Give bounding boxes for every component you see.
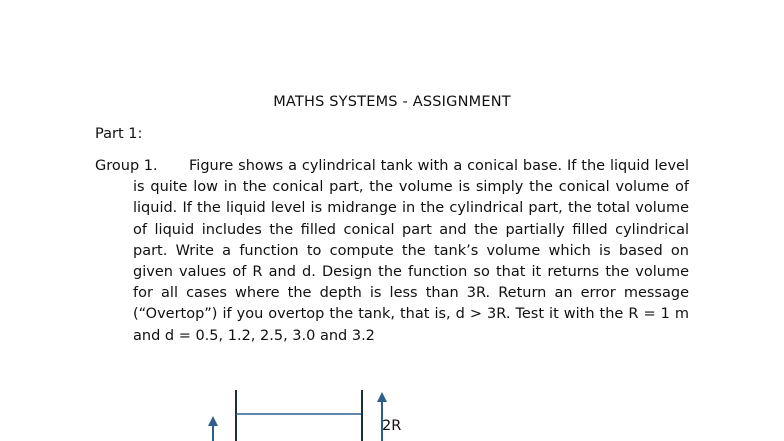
tank-figure xyxy=(190,382,410,441)
part-heading: Part 1: xyxy=(95,126,143,142)
group-label: Group 1. xyxy=(95,158,158,174)
group-text: Figure shows a cylindrical tank with a conical base. If the liquid level is quite low in the conical part, the volume is simply the conical volume of liquid. If the liquid level is midrange in the cylindrical part, the total volume of liquid includes the filled conical part and the partially filled cylindrical part. Write a function to compute the tank’s volume which is based on given values of R and d. Design the function so that it returns the volume for all cases where the depth is less than 3R. Return an error message (“Overtop”) if you overtop the tank, that is, d > 3R. Test it with the R = 1 m and d = 0.5, 1.2, 2.5, 3.0 and 3.2 xyxy=(133,158,689,344)
depth-arrow-icon xyxy=(208,416,218,441)
group-paragraph xyxy=(95,156,689,347)
dimension-label: 2R xyxy=(382,418,402,434)
document-title: MATHS SYSTEMS - ASSIGNMENT xyxy=(273,94,511,110)
